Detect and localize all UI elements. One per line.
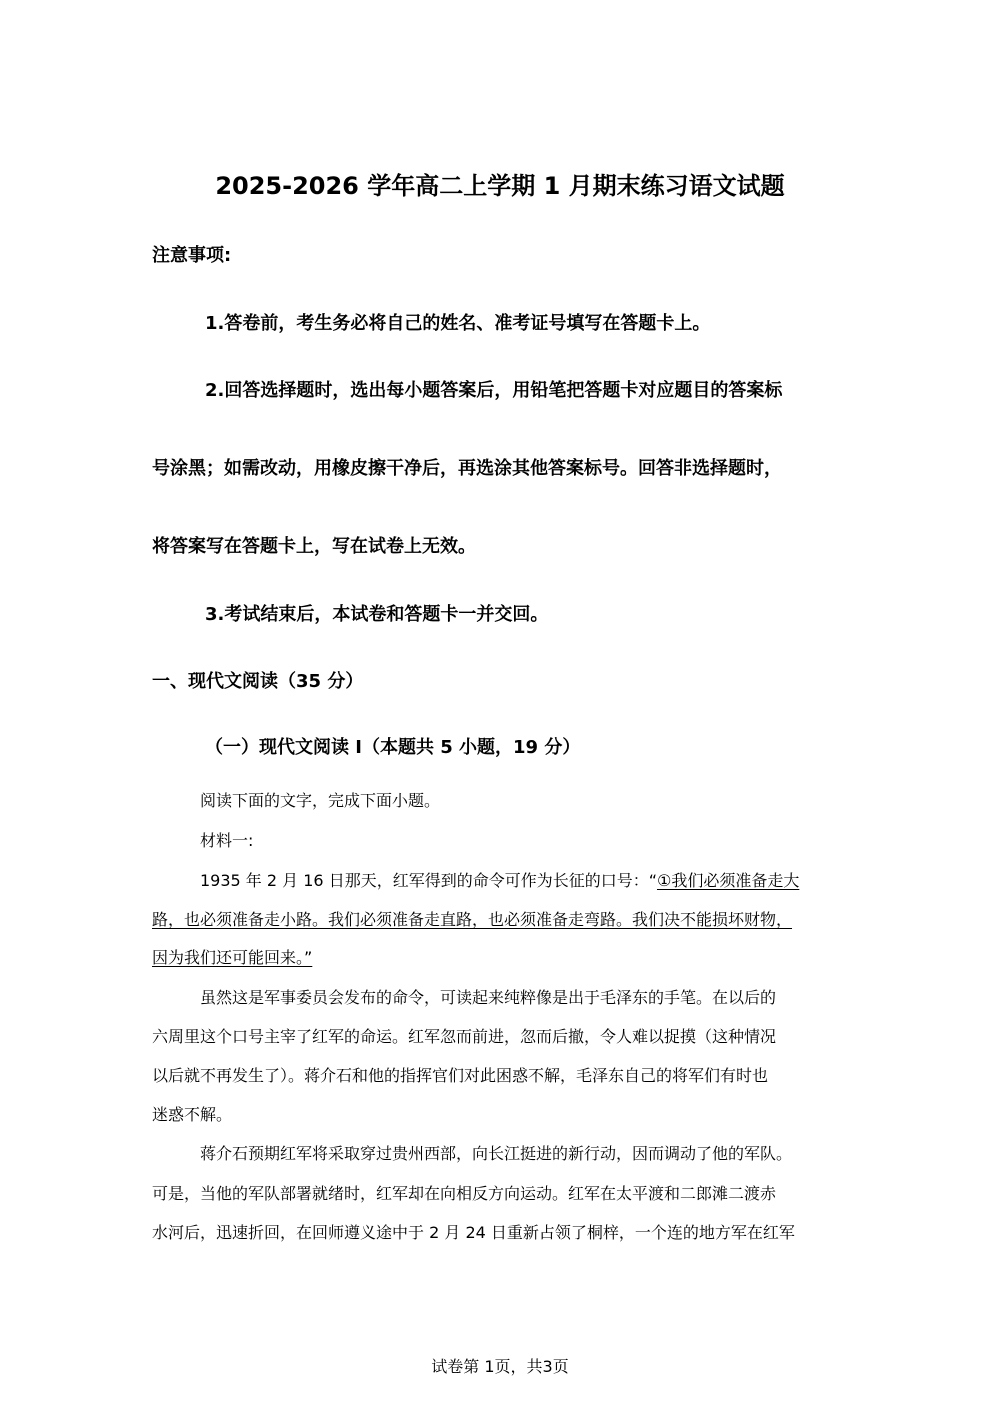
notice-item-2-line-3: 将答案写在答题卡上，写在试卷上无效。: [152, 536, 476, 557]
paragraph-2-line-1: 虽然这是军事委员会发布的命令，可读起来纯粹像是出于毛泽东的手笔。在以后的: [200, 988, 777, 1007]
document-title: 2025-2026 学年高二上学期 1 月期末练习语文试题: [215, 172, 785, 200]
paragraph-3-line-3: 水河后，迅速折回，在回师遵义途中于 2 月 24 日重新占领了桐梓，一个连的地方军在红军: [152, 1223, 795, 1242]
page-footer: 试卷第 1页，共3页: [431, 1357, 569, 1376]
paragraph-2-line-2: 六周里这个口号主宰了红军的命运。红军忽而前进，忽而后撤，令人难以捉摸（这种情况: [152, 1027, 777, 1046]
paragraph-1-line-1: [200, 868, 799, 894]
subsection-heading: （一）现代文阅读 I（本题共 5 小题，19 分）: [205, 737, 581, 758]
underlined-slogan-line-2: 路，也必须准备走小路。我们必须准备走直路，也必须准备走弯路。我们决不能损坏财物，: [152, 910, 793, 929]
notice-item-1: 1.答卷前，考生务必将自己的姓名、准考证号填写在答题卡上。: [205, 313, 711, 334]
paragraph-2-line-3: 以后就不再发生了）。蒋介石和他的指挥官们对此困惑不解，毛泽东自己的将军们有时也: [152, 1066, 769, 1085]
notice-item-2-line-2: 号涂黑；如需改动，用橡皮擦干净后，再选涂其他答案标号。回答非选择题时，: [152, 458, 782, 479]
paragraph-1-lead: 1935 年 2 月 16 日那天，红军得到的命令可作为长征的口号：“: [200, 871, 657, 890]
paragraph-3-line-2: 可是，当他的军队部署就绪时，红军却在向相反方向运动。红军在太平渡和二郎滩二渡赤: [152, 1184, 777, 1203]
notice-heading: 注意事项:: [152, 245, 232, 266]
notice-item-2-line-1: 2.回答选择题时，选出每小题答案后，用铅笔把答题卡对应题目的答案标: [205, 380, 783, 401]
paragraph-3-line-1: 蒋介石预期红军将采取穿过贵州西部，向长江挺进的新行动，因而调动了他的军队。: [200, 1144, 793, 1163]
underlined-slogan-line-3: 因为我们还可能回来。”: [152, 948, 313, 967]
notice-item-3: 3.考试结束后，本试卷和答题卡一并交回。: [205, 604, 549, 625]
section-heading: 一、现代文阅读（35 分）: [152, 671, 364, 692]
material-label: 材料一:: [200, 831, 254, 850]
reading-instruction: 阅读下面的文字，完成下面小题。: [200, 791, 441, 810]
underlined-slogan-start: ①我们必须准备走大: [656, 871, 800, 890]
paragraph-2-line-4: 迷惑不解。: [152, 1105, 233, 1124]
